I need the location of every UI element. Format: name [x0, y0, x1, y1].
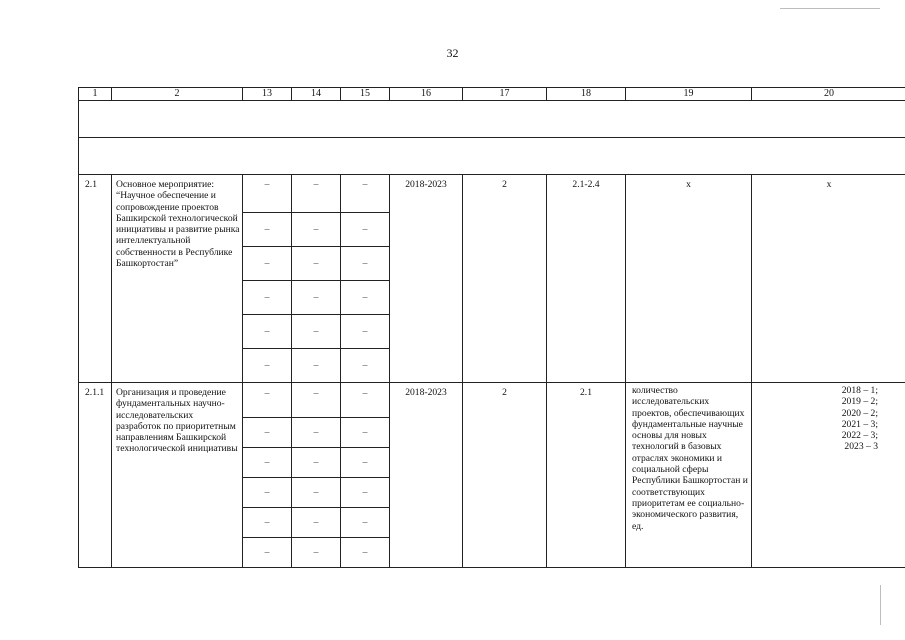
dash-value: – — [362, 325, 368, 337]
dash-value: – — [264, 388, 270, 399]
column-header: 19 — [626, 88, 752, 101]
dash-cell — [341, 213, 390, 247]
yearly-value: 2023 – 3 — [844, 441, 878, 453]
dash-value: – — [264, 486, 270, 498]
dash-value: – — [264, 546, 270, 558]
dash-value: – — [264, 179, 270, 190]
page-number: 32 — [446, 46, 459, 60]
dash-value: – — [362, 516, 368, 528]
dash-cell — [292, 478, 341, 508]
implementation-period: 2018-2023 — [390, 175, 463, 383]
dash-cell — [341, 247, 390, 281]
dash-cell — [341, 281, 390, 315]
dash-cell — [341, 478, 390, 508]
dash-value: – — [313, 456, 319, 468]
dash-value: – — [362, 179, 368, 190]
dash-cell — [341, 538, 390, 568]
dash-value: – — [313, 223, 319, 235]
dash-value: – — [313, 325, 319, 337]
column-20-value: х — [752, 175, 905, 383]
column-header: 15 — [341, 88, 390, 101]
column-header: 20 — [752, 88, 905, 101]
column-19-value: х — [626, 175, 752, 383]
dash-value: – — [313, 486, 319, 498]
dash-cell — [292, 418, 341, 448]
dash-cell — [341, 349, 390, 383]
dash-value: – — [313, 388, 319, 399]
dash-value: – — [313, 516, 319, 528]
column-header: 14 — [292, 88, 341, 101]
dash-cell — [243, 349, 292, 383]
yearly-values-cell — [752, 383, 905, 568]
column-17-value: 2 — [463, 383, 547, 568]
dash-value: – — [362, 291, 368, 303]
dash-value: – — [313, 359, 319, 371]
dash-value: – — [313, 426, 319, 438]
column-header: 1 — [79, 88, 112, 101]
yearly-value: 2020 – 2; — [841, 407, 878, 419]
dash-cell — [243, 383, 292, 418]
table-header-row — [79, 88, 905, 101]
dash-value: – — [313, 546, 319, 558]
blank-row — [79, 101, 905, 138]
scan-side-mark — [880, 585, 881, 625]
column-header: 2 — [112, 88, 243, 101]
dash-cell — [243, 315, 292, 349]
dash-cell — [243, 213, 292, 247]
dash-value: – — [264, 516, 270, 528]
dash-cell — [243, 448, 292, 478]
program-table — [78, 87, 905, 568]
dash-value: – — [264, 223, 270, 235]
row-number: 2.1.1 — [79, 383, 112, 568]
dash-cell — [341, 508, 390, 538]
implementation-period: 2018-2023 — [390, 383, 463, 568]
dash-cell — [292, 508, 341, 538]
dash-cell — [292, 448, 341, 478]
dash-cell — [243, 478, 292, 508]
dash-cell — [292, 383, 341, 418]
yearly-value: 2022 – 3; — [841, 430, 878, 442]
dash-cell — [341, 448, 390, 478]
dash-value: – — [313, 291, 319, 303]
dash-value: – — [362, 257, 368, 269]
dash-value: – — [362, 359, 368, 371]
dash-cell — [341, 315, 390, 349]
dash-value: – — [362, 426, 368, 438]
dash-cell — [292, 213, 341, 247]
dash-cell — [292, 175, 341, 213]
dash-value: – — [264, 291, 270, 303]
dash-cell — [341, 175, 390, 213]
dash-value: – — [362, 546, 368, 558]
dash-value: – — [362, 388, 368, 399]
yearly-value: 2021 – 3; — [841, 418, 878, 430]
dash-value: – — [264, 426, 270, 438]
dash-value: – — [264, 257, 270, 269]
dash-cell — [243, 247, 292, 281]
dash-value: – — [362, 223, 368, 235]
dash-value: – — [362, 486, 368, 498]
dash-value: – — [264, 456, 270, 468]
dash-value: – — [362, 456, 368, 468]
dash-cell — [292, 538, 341, 568]
dash-cell — [341, 383, 390, 418]
scan-top-line — [780, 8, 880, 9]
column-18-value: 2.1-2.4 — [547, 175, 626, 383]
dash-cell — [292, 247, 341, 281]
dash-cell — [292, 281, 341, 315]
dash-cell — [292, 349, 341, 383]
yearly-value: 2019 – 2; — [841, 396, 878, 408]
activity-name: Организация и проведение фундаментальных научно-исследовательских разработок по приоритетным направлениям Башкирской технологической инициативы — [112, 383, 243, 568]
yearly-value: 2018 – 1; — [841, 385, 878, 396]
blank-row — [79, 138, 905, 175]
dash-value: – — [313, 179, 319, 190]
dash-cell — [243, 175, 292, 213]
column-header: 16 — [390, 88, 463, 101]
dash-cell — [292, 315, 341, 349]
column-header: 17 — [463, 88, 547, 101]
dash-cell — [243, 281, 292, 315]
dash-value: – — [313, 257, 319, 269]
dash-cell — [243, 508, 292, 538]
row-number: 2.1 — [79, 175, 112, 383]
dash-cell — [341, 418, 390, 448]
table-row — [79, 383, 905, 418]
dash-cell — [243, 418, 292, 448]
table-row — [79, 175, 905, 213]
blank-cell — [79, 101, 905, 138]
dash-value: – — [264, 325, 270, 337]
dash-value: – — [264, 359, 270, 371]
dash-cell — [243, 538, 292, 568]
column-17-value: 2 — [463, 175, 547, 383]
column-18-value: 2.1 — [547, 383, 626, 568]
indicator-description: количество исследовательских проектов, обеспечивающих фундаментальные научные основы для новых технологий в базовых отраслях экономики и социальной сферы Республики Башкортостан и соответствующих приоритетам ее социально-экономического развития, ед. — [626, 383, 752, 568]
activity-name: Основное мероприятие: “Научное обеспечение и сопровождение проектов Башкирской технологической инициативы и развитие рынка интеллектуальной собственности в Республике Башкортостан” — [112, 175, 243, 383]
blank-cell — [79, 138, 905, 175]
column-header: 13 — [243, 88, 292, 101]
column-header: 18 — [547, 88, 626, 101]
